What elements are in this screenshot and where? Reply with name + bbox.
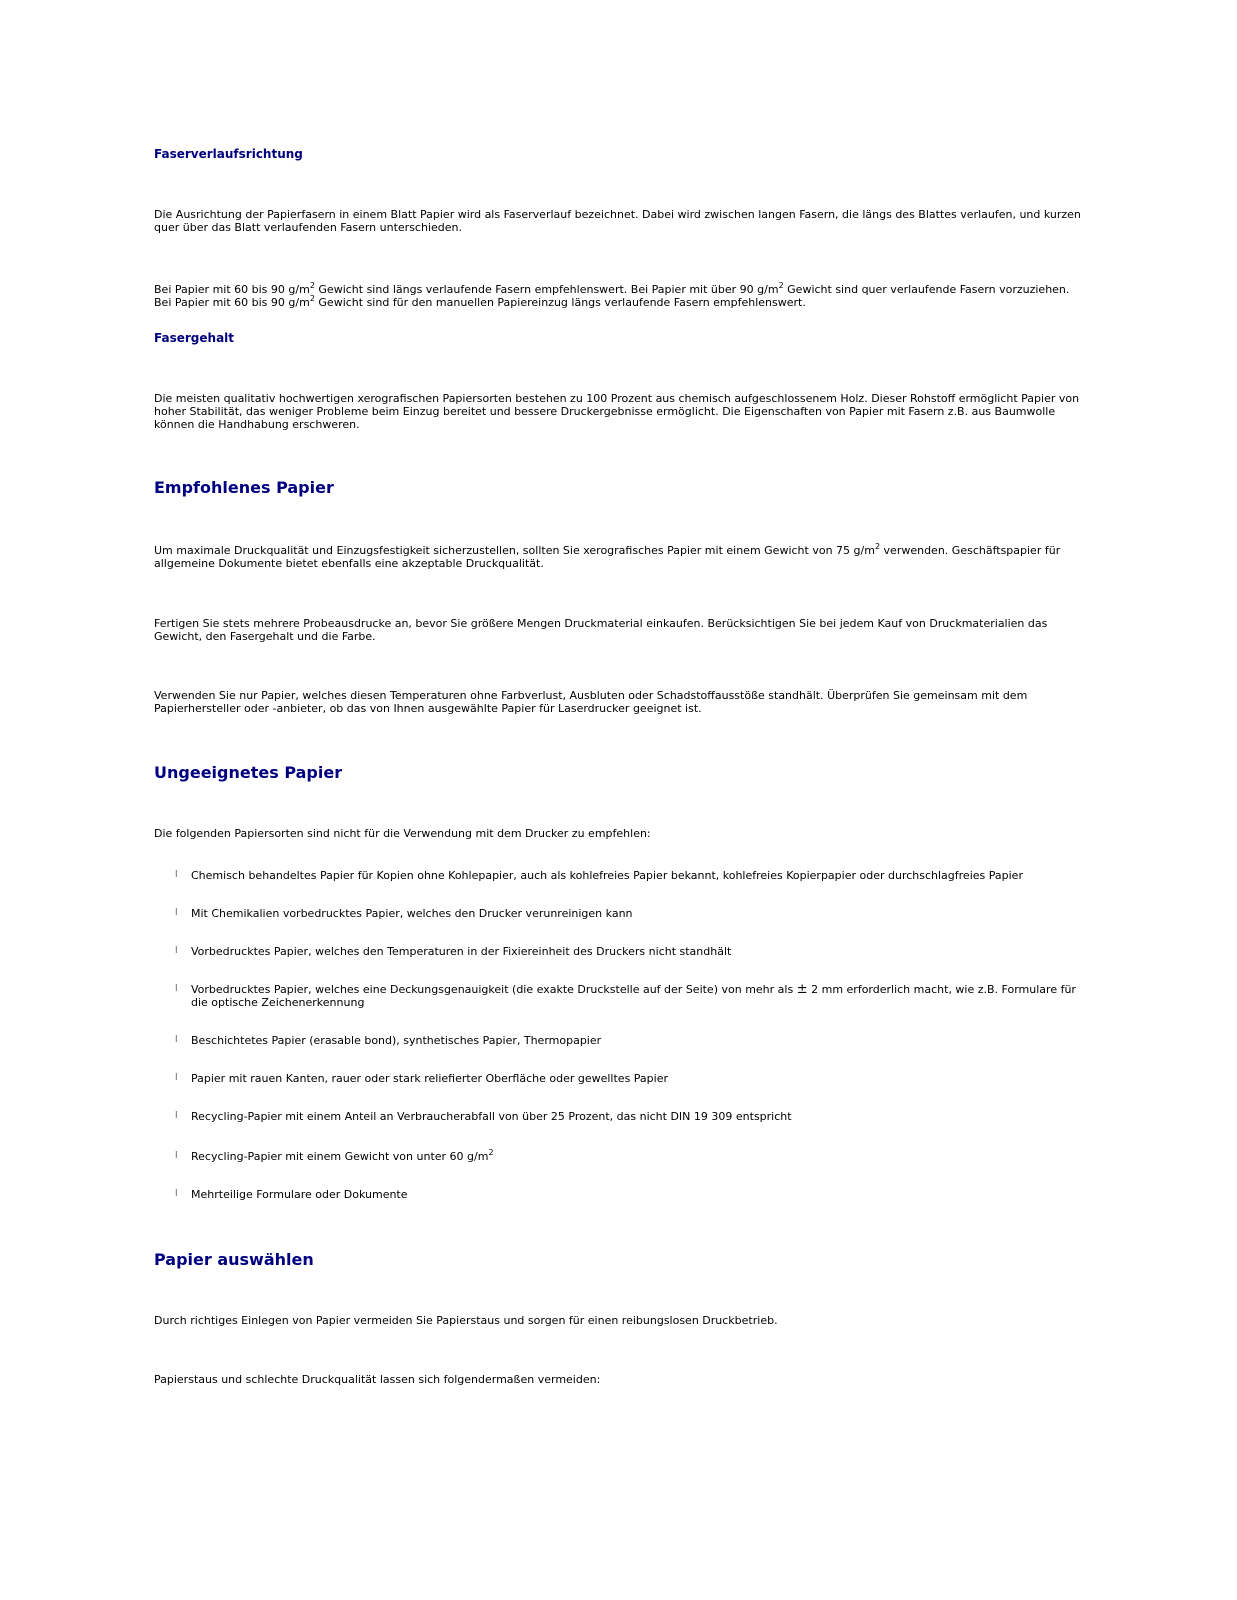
paragraph-auswaehlen-vermeiden: Papierstaus und schlechte Druckqualität lassen sich folgendermaßen vermeiden: [154, 1373, 601, 1386]
bullet-icon: l [175, 984, 178, 994]
heading-empfohlenes-papier: Empfohlenes Papier [154, 478, 334, 497]
heading-papier-auswaehlen: Papier auswählen [154, 1250, 314, 1269]
bullet-icon: l [175, 1151, 178, 1161]
bullet-icon: l [175, 1189, 178, 1199]
paragraph-empfohlen-gewicht: Um maximale Druckqualität und Einzugsfestigkeit sicherzustellen, sollten Sie xerografisches Papier mit einem Gewicht von 75 $g/m^2$ verwenden. Geschäftspapier für allgemeine Dokumente bietet ebenfalls eine akzeptable Druckqualität. [154, 542, 1061, 570]
bullet-icon: l [175, 1035, 178, 1045]
bullet-icon: l [175, 1111, 178, 1121]
paragraph-faserverlauf-gewicht: Bei Papier mit 60 bis 90 $g/m^2$ Gewicht sind längs verlaufende Fasern empfehlenswert. Bei Papier mit über 90 $g/m^2$ Gewicht sind quer verlaufende Fasern vorzuziehen. Bei Papier mit 60 bis 90 $g/m^2$ Gewicht sind für den manuellen Papiereinzug längs verlaufende Fasern empfehlenswert. [154, 281, 1070, 309]
bullet-icon: l [175, 1073, 178, 1083]
paragraph-empfohlen-probeausdrucke: Fertigen Sie stets mehrere Probeausdrucke an, bevor Sie größere Mengen Druckmaterial einkaufen. Berücksichtigen Sie bei jedem Kauf von Druckmaterialien das Gewicht, den Fasergehalt und die Farbe. [154, 617, 1048, 643]
heading-ungeeignetes-papier: Ungeeignetes Papier [154, 763, 343, 782]
paragraph-faserverlauf-definition: Die Ausrichtung der Papierfasern in einem Blatt Papier wird als Faserverlauf bezeichnet. Dabei wird zwischen langen Fasern, die längs des Blattes verlaufen, und kurzen quer über das Blatt verlaufenden Fasern unterschieden. [154, 208, 1081, 234]
paragraph-ungeeignet-intro: Die folgenden Papiersorten sind nicht für die Verwendung mit dem Drucker zu empfehlen: [154, 827, 651, 840]
heading-fasergehalt: Fasergehalt [154, 331, 235, 345]
bullet-icon: l [175, 870, 178, 880]
bullet-icon: l [175, 908, 178, 918]
heading-faserverlaufsrichtung: Faserverlaufsrichtung [154, 147, 303, 161]
paragraph-fasergehalt: Die meisten qualitativ hochwertigen xerografischen Papiersorten bestehen zu 100 Prozent aus chemisch aufgeschlossenem Holz. Dieser Rohstoff ermöglicht Papier von hoher Stabilität, das weniger Probleme beim Einzug bereitet und bessere Druckergebnisse ermöglicht. Die Eigenschaften von Papier mit Fasern z.B. aus Baumwolle können die Handhabung erschweren. [154, 392, 1080, 431]
bullet-icon: l [175, 946, 178, 956]
paragraph-empfohlen-temperaturen: Verwenden Sie nur Papier, welches diesen Temperaturen ohne Farbverlust, Ausbluten oder Schadstoffausstöße standhält. Überprüfen Sie gemeinsam mit dem Papierhersteller oder -anbieter, ob das von Ihnen ausgewählte Papier für Laserdrucker geeignet ist. [154, 689, 1028, 715]
paragraph-auswaehlen-einlegen: Durch richtiges Einlegen von Papier vermeiden Sie Papierstaus und sorgen für einen reibungslosen Druckbetrieb. [154, 1314, 778, 1327]
